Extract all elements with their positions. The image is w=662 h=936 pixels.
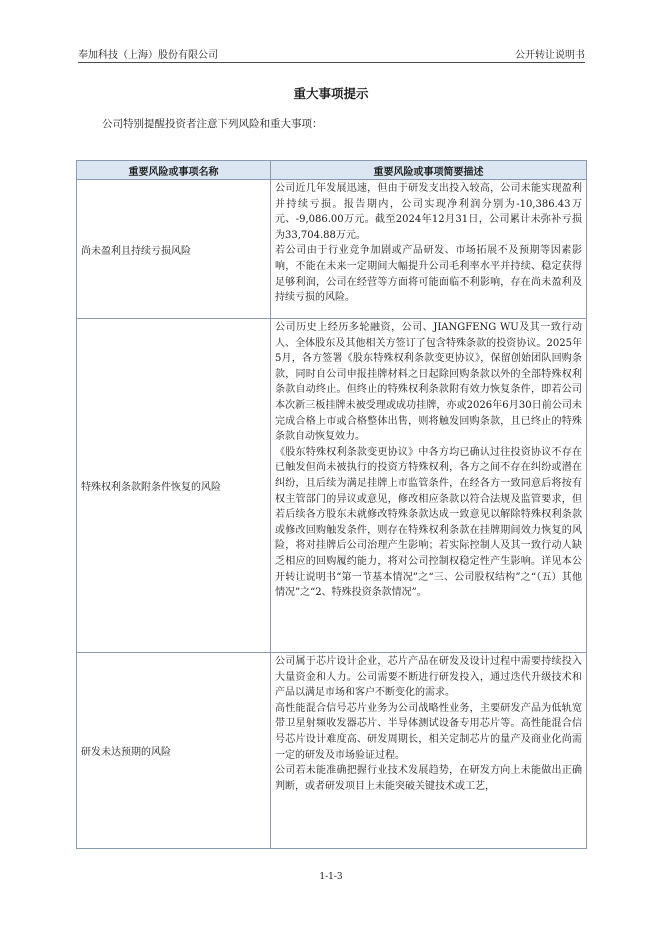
company-name: 奉加科技（上海）股份有限公司 xyxy=(78,50,218,61)
page-number: 1-1-3 xyxy=(319,872,343,882)
column-header-name: 重要风险或事项名称 xyxy=(77,161,271,180)
description-paragraph: 公司近几年发展迅速，但由于研发支出投入较高，公司未能实现盈利并持续亏损。报告期内，公司实现净利润分别为-10,386.43万元、-9,086.00万元。截至2024年12月31日，公司累计未弥补亏损为33,704.88万元。 xyxy=(275,183,582,241)
page-title: 重大事项提示 xyxy=(293,86,369,101)
risk-description xyxy=(271,319,587,653)
table-header-row xyxy=(77,161,587,180)
document-title: 公开转让说明书 xyxy=(515,50,585,61)
description-paragraph: 若公司由于行业竞争加剧或产品研发、市场拓展不及预期等因素影响，不能在未来一定期间大幅提升公司毛利率水平并持续、稳定获得足够利润，公司在经营等方面将可能面临不利影响，存在尚未盈利及持续亏损的风险。 xyxy=(275,245,582,304)
description-paragraph: 《股东特殊权利条款变更协议》中各方均已确认过往投资协议不存在已触发但尚未被执行的投资方特殊权利，各方之间不存在纠纷或潜在纠纷，且后续为满足挂牌上市监管条件，在经各方一致同意后将按有权主管部门的异议或意见，修改相应条款以符合法规及监管要求，但若后续各方股东未就修改特殊条款达成一致意见以解除特殊权利条款或修改回购触发条件，则存在特殊权利条款在挂牌期间效力恢复的风险，将对挂牌后公司治理产生影响；若实际控制人及其一致行动人缺乏相应的回购履约能力，将对公司控制权稳定性产生影响。详见本公开转让说明书“第一节基本情况”之“三、公司股权结构”之“（五）其他情况”之“2、特殊投资条款情况”。 xyxy=(275,446,582,599)
description-paragraph: 公司历史上经历多轮融资，公司、JIANGFENG WU及其一致行动人、全体股东及其他相关方签订了包含特殊条款的投资协议。2025年5月，各方签署《股东特殊权利条款变更协议》，保留创始团队回购条款，同时自公司申报挂牌材料之日起除回购条款以外的全部特殊权利条款自动终止。但终止的特殊权利条款附有效力恢复条件，即若公司本次新三板挂牌未被受理或成功挂牌，亦或2026年6月30日前公司未完成合格上市或合格整体出售，则将触发回购条款，且已终止的特殊条款自动恢复效力。 xyxy=(275,322,582,443)
risk-description xyxy=(271,653,587,849)
intro-text: 公司特别提醒投资者注意下列风险和重大事项： xyxy=(102,118,323,130)
risk-name: 研发未达预期的风险 xyxy=(77,653,271,849)
risk-name: 特殊权利条款附条件恢复的风险 xyxy=(77,319,271,653)
table-row xyxy=(77,319,587,653)
description-paragraph: 公司属于芯片设计企业，芯片产品在研发及设计过程中需要持续投入大量资金和人力。公司需要不断进行研发投入，通过迭代升级技术和产品以满足市场和客户不断变化的需求。 xyxy=(275,656,582,699)
table-row xyxy=(77,180,587,319)
page-header xyxy=(78,46,585,63)
risk-name: 尚未盈利且持续亏损风险 xyxy=(77,180,271,319)
risk-table xyxy=(76,160,587,849)
table-row xyxy=(77,653,587,849)
description-paragraph: 高性能混合信号芯片业务为公司战略性业务，主要研发产品为低轨宽带卫星射频收发器芯片、半导体测试设备专用芯片等。高性能混合信号芯片设计难度高、研发周期长，相关定制芯片的量产及商业化尚需一定的研发及市场验证过程。 xyxy=(275,702,582,761)
description-paragraph: 公司若未能准确把握行业技术发展趋势，在研发方向上未能做出正确判断，或者研发项目上未能突破关键技术或工艺， xyxy=(275,765,582,792)
risk-description xyxy=(271,180,587,319)
column-header-description: 重要风险或事项简要描述 xyxy=(271,161,587,180)
